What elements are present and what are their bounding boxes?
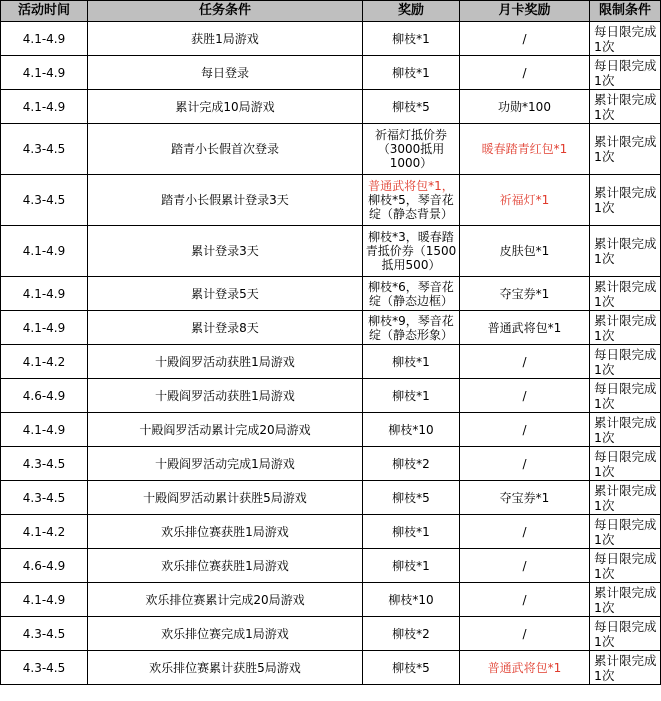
cell-limit: 累计限完成1次: [590, 651, 661, 685]
table-row: [1, 22, 661, 56]
cell-limit: 每日限完成1次: [590, 22, 661, 56]
table-row: [1, 651, 661, 685]
cell-task: 十殿阎罗活动获胜1局游戏: [88, 379, 363, 413]
cell-monthly-reward: /: [460, 56, 590, 90]
cell-reward: 柳枝*1: [363, 549, 460, 583]
cell-monthly-reward: 夺宝券*1: [460, 277, 590, 311]
cell-task: 累计登录3天: [88, 226, 363, 277]
cell-monthly-reward: 夺宝券*1: [460, 481, 590, 515]
cell-task: 累计登录8天: [88, 311, 363, 345]
cell-task: 踏青小长假首次登录: [88, 124, 363, 175]
cell-limit: 累计限完成1次: [590, 311, 661, 345]
cell-time: 4.1-4.2: [1, 515, 88, 549]
cell-monthly-reward: /: [460, 379, 590, 413]
cell-reward: 柳枝*5: [363, 90, 460, 124]
cell-monthly-reward: /: [460, 549, 590, 583]
table-row: [1, 515, 661, 549]
cell-task: 每日登录: [88, 56, 363, 90]
cell-limit: 累计限完成1次: [590, 226, 661, 277]
cell-limit: 每日限完成1次: [590, 56, 661, 90]
cell-time: 4.1-4.9: [1, 413, 88, 447]
cell-limit: 每日限完成1次: [590, 345, 661, 379]
cell-time: 4.6-4.9: [1, 379, 88, 413]
cell-monthly-reward: /: [460, 413, 590, 447]
cell-limit: 累计限完成1次: [590, 124, 661, 175]
cell-limit: 每日限完成1次: [590, 447, 661, 481]
cell-reward: 柳枝*2: [363, 617, 460, 651]
cell-time: 4.3-4.5: [1, 447, 88, 481]
cell-task: 十殿阎罗活动累计获胜5局游戏: [88, 481, 363, 515]
cell-reward: 柳枝*1: [363, 515, 460, 549]
cell-monthly-reward: 祈福灯*1: [460, 175, 590, 226]
table-row: [1, 345, 661, 379]
table-body: [1, 22, 661, 685]
cell-time: 4.3-4.5: [1, 175, 88, 226]
cell-limit: 累计限完成1次: [590, 90, 661, 124]
header-time: 活动时间: [1, 1, 88, 22]
cell-reward: 祈福灯抵价券（3000抵用1000）: [363, 124, 460, 175]
cell-monthly-reward: /: [460, 22, 590, 56]
cell-time: 4.1-4.9: [1, 583, 88, 617]
table-row: [1, 447, 661, 481]
cell-reward: 柳枝*1: [363, 345, 460, 379]
cell-reward: 柳枝*6，琴音花绽（静态边框）: [363, 277, 460, 311]
cell-reward: 柳枝*3，暖春踏青抵价券（1500抵用500）: [363, 226, 460, 277]
cell-task: 欢乐排位赛累计完成20局游戏: [88, 583, 363, 617]
header-reward: 奖励: [363, 1, 460, 22]
cell-monthly-reward: 普通武将包*1: [460, 311, 590, 345]
cell-reward: 柳枝*5: [363, 481, 460, 515]
cell-time: 4.1-4.9: [1, 22, 88, 56]
cell-time: 4.1-4.9: [1, 226, 88, 277]
reward-text: 柳枝*5，琴音花绽（静态背景）: [368, 193, 454, 221]
table-row: [1, 379, 661, 413]
reward-highlight: 普通武将包*1，: [368, 179, 454, 193]
cell-time: 4.3-4.5: [1, 617, 88, 651]
cell-reward: 柳枝*1: [363, 22, 460, 56]
cell-limit: 累计限完成1次: [590, 481, 661, 515]
cell-reward: 柳枝*2: [363, 447, 460, 481]
header-limit: 限制条件: [590, 1, 661, 22]
cell-task: 欢乐排位赛累计获胜5局游戏: [88, 651, 363, 685]
cell-monthly-reward: 暖春踏青红包*1: [460, 124, 590, 175]
cell-limit: 每日限完成1次: [590, 515, 661, 549]
cell-task: 欢乐排位赛获胜1局游戏: [88, 515, 363, 549]
cell-reward: 柳枝*1: [363, 379, 460, 413]
cell-limit: 累计限完成1次: [590, 175, 661, 226]
cell-limit: 累计限完成1次: [590, 277, 661, 311]
cell-monthly-reward: /: [460, 345, 590, 379]
cell-task: 累计完成10局游戏: [88, 90, 363, 124]
cell-reward: [363, 175, 460, 226]
cell-limit: 累计限完成1次: [590, 413, 661, 447]
header-row: [1, 1, 661, 22]
table-row: [1, 277, 661, 311]
table-row: [1, 413, 661, 447]
table-row: [1, 175, 661, 226]
header-task: 任务条件: [88, 1, 363, 22]
cell-monthly-reward: /: [460, 447, 590, 481]
cell-monthly-reward: /: [460, 583, 590, 617]
cell-time: 4.6-4.9: [1, 549, 88, 583]
table-row: [1, 124, 661, 175]
cell-time: 4.1-4.9: [1, 277, 88, 311]
table-row: [1, 90, 661, 124]
cell-task: 欢乐排位赛获胜1局游戏: [88, 549, 363, 583]
cell-reward: 柳枝*10: [363, 583, 460, 617]
cell-task: 十殿阎罗活动累计完成20局游戏: [88, 413, 363, 447]
cell-limit: 每日限完成1次: [590, 617, 661, 651]
table-row: [1, 311, 661, 345]
cell-limit: 累计限完成1次: [590, 583, 661, 617]
cell-time: 4.1-4.2: [1, 345, 88, 379]
cell-reward: 柳枝*9，琴音花绽（静态形象）: [363, 311, 460, 345]
table-row: [1, 481, 661, 515]
cell-time: 4.3-4.5: [1, 481, 88, 515]
cell-task: 踏青小长假累计登录3天: [88, 175, 363, 226]
cell-time: 4.1-4.9: [1, 90, 88, 124]
cell-limit: 每日限完成1次: [590, 379, 661, 413]
cell-time: 4.3-4.5: [1, 651, 88, 685]
cell-limit: 每日限完成1次: [590, 549, 661, 583]
cell-monthly-reward: /: [460, 515, 590, 549]
table-row: [1, 56, 661, 90]
table-row: [1, 549, 661, 583]
cell-time: 4.1-4.9: [1, 311, 88, 345]
cell-monthly-reward: 皮肤包*1: [460, 226, 590, 277]
table-row: [1, 617, 661, 651]
table-row: [1, 226, 661, 277]
cell-task: 欢乐排位赛完成1局游戏: [88, 617, 363, 651]
cell-reward: 柳枝*1: [363, 56, 460, 90]
cell-reward: 柳枝*10: [363, 413, 460, 447]
cell-monthly-reward: /: [460, 617, 590, 651]
cell-task: 获胜1局游戏: [88, 22, 363, 56]
cell-reward: 柳枝*5: [363, 651, 460, 685]
table-row: [1, 583, 661, 617]
cell-time: 4.1-4.9: [1, 56, 88, 90]
cell-monthly-reward: 普通武将包*1: [460, 651, 590, 685]
cell-task: 十殿阎罗活动完成1局游戏: [88, 447, 363, 481]
cell-time: 4.3-4.5: [1, 124, 88, 175]
header-monthly-reward: 月卡奖励: [460, 1, 590, 22]
cell-task: 十殿阎罗活动获胜1局游戏: [88, 345, 363, 379]
cell-task: 累计登录5天: [88, 277, 363, 311]
cell-monthly-reward: 功勋*100: [460, 90, 590, 124]
